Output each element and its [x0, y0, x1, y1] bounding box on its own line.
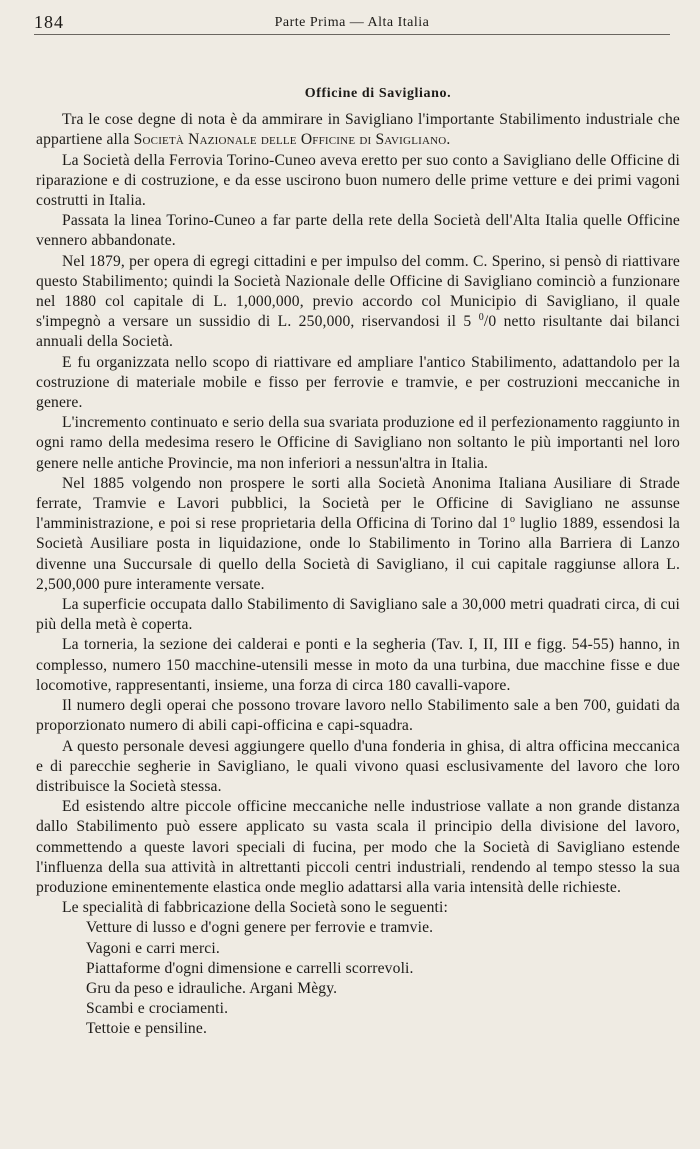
paragraph-7-text-a: Nel 1885 volgendo non prospere le sorti alla Società Anonima Italiana Ausiliare di Strade ferrate, Tramvie e Lavori pubblici, la Società per le Officine di Savigliano ne assunse l'amministrazione, e poi si rese proprietaria della Officina di Torino dal 1 — [36, 474, 680, 533]
paragraph-8: La superficie occupata dallo Stabilimento di Savigliano sale a 30,000 metri quadrati circa, di cui più della metà è coperta. — [36, 596, 680, 634]
list-item: Tettoie e pensiline. — [86, 1020, 207, 1038]
list-item: Vetture di lusso e d'ogni genere per ferrovie e tramvie. — [86, 919, 434, 937]
list-item: Gru da peso e idrauliche. Argani Mègy. — [86, 979, 338, 997]
percent-sign-sup: 0 — [478, 312, 484, 324]
paragraph-6: L'incremento continuato e serio della sua svariata produzione ed il perfezionamento raggiunto in ogni ramo della medesima resero le Officine di Savigliano non soltanto le più importanti nel loro genere nelle antiche Provincie, ma non inferiori a nessun'altra in Italia. — [36, 414, 680, 472]
paragraph-11: A questo personale devesi aggiungere quello d'una fonderia in ghisa, di altra officina meccanica e di parecchie segherie in Savigliano, le quali vivono quasi esclusivamente del lavoro che loro distribuisce la Società stessa. — [36, 737, 680, 795]
paragraph-7 — [36, 474, 680, 595]
paragraph-4 — [36, 252, 680, 353]
paragraph-4-text-a: Nel 1879, per opera di egregi cittadini e per impulso del comm. C. Sperino, si pensò di riattivare questo Stabilimento; quindi la Società Nazionale delle Officine di Savigliano cominciò a funzionare nel 1880 col capitale di L. 1,000,000, previo accordo col Municipio di Savigliano, il quale s'impegnò a versare un sussidio di L. 250,000, riservandosi il 5 — [36, 252, 680, 331]
paragraph-2: La Società della Ferrovia Torino-Cuneo aveva eretto per suo conto a Savigliano delle Officine di riparazione e di costruzione, e da esse uscirono buon numero delle prime vetture e dei primi vagoni costrutti in Italia. — [36, 151, 680, 210]
paragraph-1-text: Tra le cose degne di nota è da ammirare in Savigliano l'importante Stabilimento industriale che appartiene alla — [36, 111, 680, 149]
paragraph-9: La torneria, la sezione dei calderai e ponti e la segheria (Tav. I, II, III e figg. 54-55) hanno, in complesso, numero 150 macchine-utensili messe in moto da una turbina, due macchine fisse e due locomotive, rappresentanti, insieme, una forza di circa 180 cavalli-vapore. — [36, 636, 680, 694]
specialties-list — [36, 918, 680, 1039]
paragraph-5: E fu organizzata nello scopo di riattivare ed ampliare l'antico Stabilimento, adattandolo per la costruzione di materiale mobile e fisso per ferrovie e tramvie, e per costruzioni meccaniche in genere. — [36, 353, 680, 412]
paragraph-7-text-b: luglio 1889, essendosi la Società Ausiliare posta in liquidazione, onde lo Stabilimento in Torino alla Barriera di Lanzo divenne una Succursale di quello della Società di Savigliano, il cui capitale raggiunse allora L. 2,500,000 pure interamente versate. — [36, 515, 680, 593]
section-title: Officine di Savigliano. — [304, 86, 452, 101]
percent-sign-sub: 0 — [488, 313, 497, 331]
paragraph-1 — [36, 110, 680, 150]
paragraph-12: Ed esistendo altre piccole officine meccaniche nelle industriose vallate a non grande distanza dallo Stabilimento può essere applicato su vasta scala il principio della divisione del lavoro, commettendo a queste lavori speciali di fucina, per modo che la Società di Savigliano estende l'influenza della sua attività in altrettanti piccoli centri industriali, rendendo al tempo stesso la sua produzione eminentemente elastica onde meglio adattarsi alla varia intensità delle richieste. — [36, 798, 680, 896]
list-item: Scambi e crociamenti. — [86, 1000, 229, 1018]
page-body — [36, 84, 680, 1040]
paragraph-4-text-c: netto risultante dai bilanci annuali della Società. — [36, 313, 681, 351]
page-number: 184 — [34, 12, 64, 32]
running-head: Parte Prima — Alta Italia — [274, 15, 430, 30]
list-item: Vagoni e carri merci. — [86, 939, 220, 957]
paragraph-13: Le specialità di fabbricazione della Società sono le seguenti: — [62, 899, 449, 917]
percent-sign-slash: / — [483, 313, 489, 331]
list-item: Piattaforme d'ogni dimensione e carrelli scorrevoli. — [86, 959, 414, 977]
page-header — [34, 12, 670, 35]
company-name: Società Nazionale delle Officine di Savigliano. — [133, 131, 451, 149]
ordinal-sup: o — [510, 514, 516, 526]
paragraph-3: Passata la linea Torino-Cuneo a far parte della rete della Società dell'Alta Italia quelle Officine vennero abbandonate. — [36, 212, 680, 250]
paragraph-10: Il numero degli operai che possono trovare lavoro nello Stabilimento sale a ben 700, guidati da proporzionato numero di abili capi-officina e capi-squadra. — [36, 697, 680, 735]
